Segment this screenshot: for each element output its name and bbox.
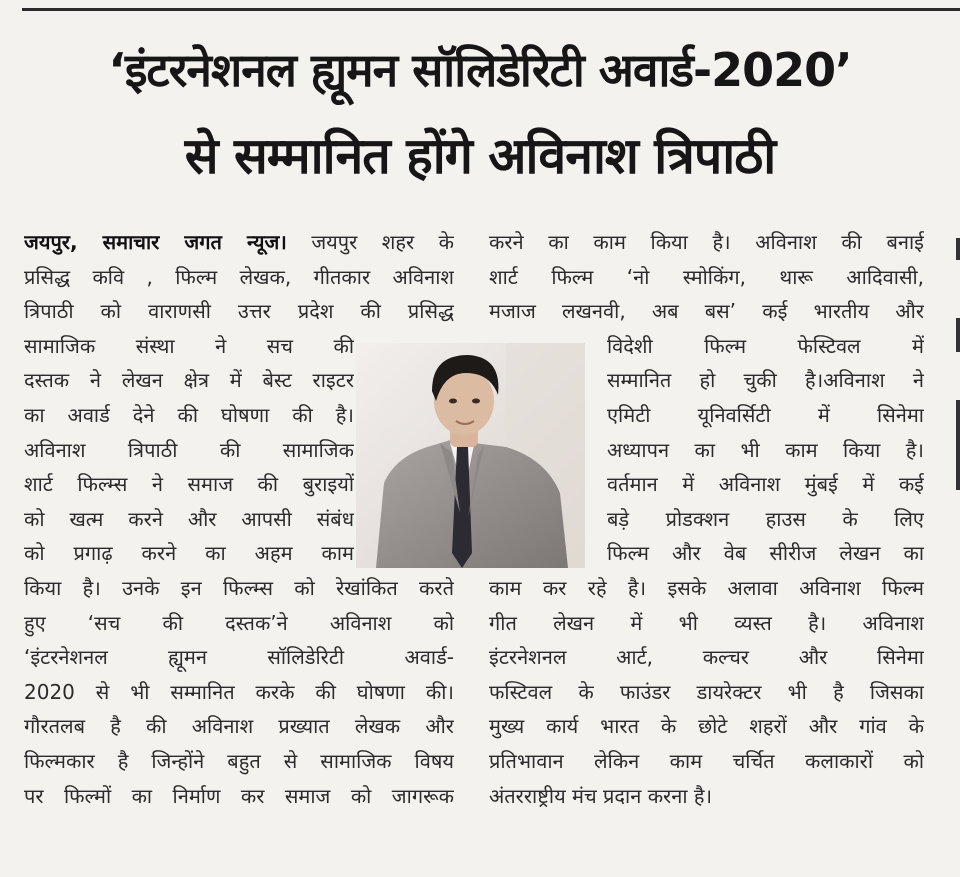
left-line-17: पर फिल्मों का निर्माण कर समाज को जागरूक bbox=[24, 783, 454, 808]
right-line-14: फस्टिवल के फाउंडर डायरेक्टर भी है जिसका bbox=[489, 679, 924, 704]
edge-mark-2 bbox=[956, 318, 960, 352]
right-line-15: मुख्य कार्य भारत के छोटे शहरों और गांव के bbox=[489, 714, 924, 739]
right-line-8: वर्तमान में अविनाश मुंबई में कई bbox=[607, 472, 924, 497]
right-line-10: फिल्म और वेब सीरीज लेखन का bbox=[607, 541, 924, 566]
right-line-2: शार्ट फिल्म ‘नो स्मोकिंग, थारू आदिवासी, bbox=[489, 264, 924, 289]
edge-mark-1 bbox=[956, 238, 960, 260]
left-line-11: किया है। उनके इन फिल्म्स को रेखांकित करते bbox=[24, 575, 454, 600]
left-line-16: फिल्मकार है जिन्होंने बहुत से सामाजिक विषय bbox=[24, 748, 454, 773]
left-line-13: ‘इंटरनेशनल ह्यूमन सॉलिडेरिटी अवार्ड- bbox=[24, 645, 454, 670]
right-line-9: बड़े प्रोडक्शन हाउस के लिए bbox=[607, 506, 924, 531]
left-line-12: हुए ‘सच की दस्तक’ने अविनाश को bbox=[24, 610, 454, 635]
left-line-6: का अवार्ड देने की घोषणा की है। bbox=[24, 402, 354, 427]
right-line-5: सम्मानित हो चुकी है।अविनाश ने bbox=[607, 368, 924, 393]
left-line-14: 2020 से भी सम्मानित करके की घोषणा की। bbox=[24, 679, 454, 704]
edge-mark-3 bbox=[956, 400, 960, 490]
left-line-4: सामाजिक संस्था ने सच की bbox=[24, 333, 354, 358]
right-line-3: मजाज लखनवी, अब बस’ कई भारतीय और bbox=[489, 299, 924, 324]
left-line-15: गौरतलब है की अविनाश प्रख्यात लेखक और bbox=[24, 714, 454, 739]
left-line-7: अविनाश त्रिपाठी की सामाजिक bbox=[24, 437, 354, 462]
right-line-11: काम कर रहे है। इसके अलावा अविनाश फिल्म bbox=[489, 575, 924, 600]
left-line-3: त्रिपाठी को वाराणसी उत्तर प्रदेश की प्रसिद्ध bbox=[24, 299, 454, 324]
left-line-2: प्रसिद्ध कवि , फिल्म लेखक, गीतकार अविनाश bbox=[24, 264, 454, 289]
right-line-13: इंटरनेशनल आर्ट, कल्चर और सिनेमा bbox=[489, 645, 924, 670]
right-line-16: प्रतिभावान लेकिन काम चर्चित कलाकारों को bbox=[489, 748, 924, 773]
right-line-1: करने का काम किया है। अविनाश की बनाई bbox=[489, 230, 924, 254]
right-line-7: अध्यापन का भी काम किया है। bbox=[607, 437, 924, 462]
dateline: जयपुर, समाचार जगत न्यूज। bbox=[24, 230, 287, 254]
left-line-1: जयपुर, समाचार जगत न्यूज। जयपुर शहर के bbox=[24, 230, 454, 254]
headline-line-1: ‘इंटरनेशनल ह्यूमन सॉलिडेरिटी अवार्ड-2020’ bbox=[108, 43, 852, 97]
left-line-9: को खत्म करने और आपसी संबंध bbox=[24, 506, 354, 531]
portrait-photo bbox=[356, 343, 585, 568]
right-line-17: अंतरराष्ट्रीय मंच प्रदान करना है। bbox=[489, 783, 713, 808]
top-rule bbox=[22, 8, 960, 11]
portrait-illustration bbox=[356, 343, 585, 568]
right-line-4: विदेशी फिल्म फेस्टिवल में bbox=[607, 333, 924, 358]
left-line-8: शार्ट फिल्म्स ने समाज की बुराइयों bbox=[24, 472, 354, 497]
right-line-12: गीत लेखन में भी व्यस्त है। अविनाश bbox=[489, 610, 924, 635]
headline-line-2: से सम्मानित होंगे अविनाश त्रिपाठी bbox=[184, 127, 776, 185]
left-line-5: दस्तक ने लेखन क्षेत्र में बेस्ट राइटर bbox=[24, 368, 354, 393]
left-line-10: को प्रगाढ़ करने का अहम काम bbox=[24, 541, 354, 566]
right-line-6: एमिटी यूनिवर्सिटी में सिनेमा bbox=[607, 402, 924, 427]
